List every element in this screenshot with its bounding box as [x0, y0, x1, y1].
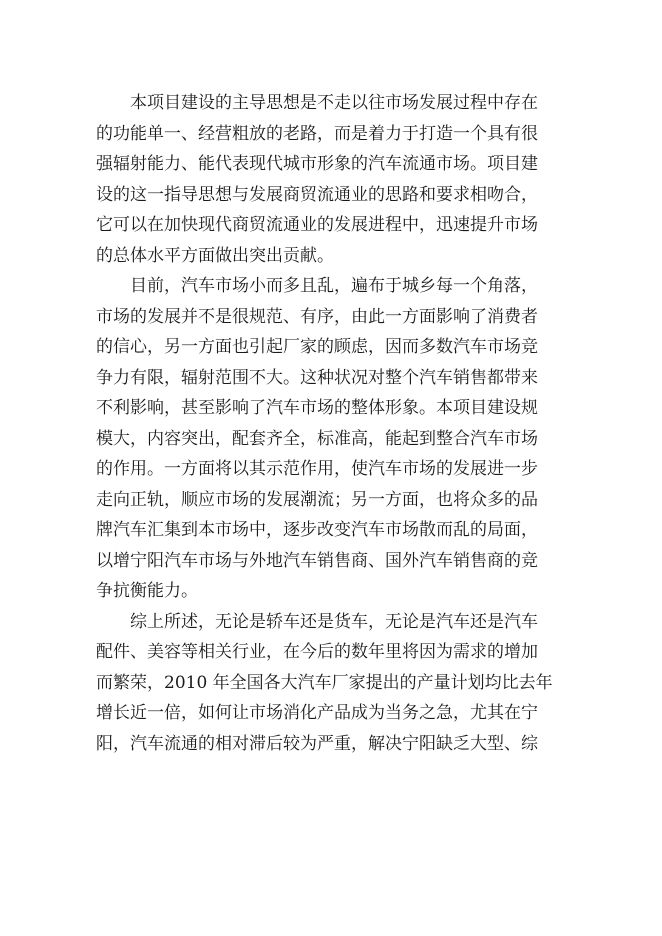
- text-line: 强辐射能力、能代表现代城市形象的汽车流通市场。项目建: [96, 154, 538, 174]
- text-line: 而繁荣，2010 年全国各大汽车厂家提出的产量计划均比去年: [96, 672, 553, 693]
- paragraph-2: [96, 271, 546, 607]
- text-line: 以增宁阳汽车市场与外地汽车销售商、国外汽车销售商的竞: [96, 550, 538, 571]
- document-page: [96, 88, 553, 759]
- text-line: 增长近一倍，如何让市场消化产品成为当务之急，尤其在宁: [96, 703, 538, 723]
- text-line: 市场的发展并不是很规范、有序，由此一方面影响了消费者: [96, 306, 538, 327]
- paragraph-1: [96, 88, 546, 271]
- text-line: 争抗衡能力。: [96, 581, 198, 601]
- text-line: 本项目建设的主导思想是不走以往市场发展过程中存在: [96, 93, 538, 113]
- text-line: 阳，汽车流通的相对滞后较为严重，解决宁阳缺乏大型、综: [96, 733, 538, 754]
- text-line: 设的这一指导思想与发展商贸流通业的思路和要求相吻合，: [96, 184, 538, 205]
- text-line: 的总体水平方面做出突出贡献。: [96, 245, 334, 266]
- text-line: 综上所述，无论是轿车还是货车，无论是汽车还是汽车: [96, 611, 538, 632]
- text-line: 的信心，另一方面也引起厂家的顾虑，因而多数汽车市场竞: [96, 337, 538, 357]
- paragraph-3: [96, 607, 553, 760]
- text-line: 不利影响，甚至影响了汽车市场的整体形象。本项目建设规: [96, 398, 538, 418]
- text-line: 目前，汽车市场小而多且乱，遍布于城乡每一个角落，: [96, 276, 538, 296]
- text-line: 模大，内容突出，配套齐全，标准高，能起到整合汽车市场: [96, 428, 538, 449]
- text-line: 它可以在加快现代商贸流通业的发展进程中，迅速提升市场: [96, 215, 538, 235]
- text-line: 牌汽车汇集到本市场中，逐步改变汽车市场散而乱的局面，: [96, 520, 538, 540]
- text-line: 争力有限，辐射范围不大。这种状况对整个汽车销售都带来: [96, 367, 538, 388]
- text-line: 走向正轨，顺应市场的发展潮流；另一方面，也将众多的品: [96, 489, 538, 510]
- text-line: 配件、美容等相关行业，在今后的数年里将因为需求的增加: [96, 642, 538, 662]
- text-line: 的作用。一方面将以其示范作用，使汽车市场的发展进一步: [96, 459, 538, 479]
- text-line: 的功能单一、经营粗放的老路，而是着力于打造一个具有很: [96, 123, 538, 144]
